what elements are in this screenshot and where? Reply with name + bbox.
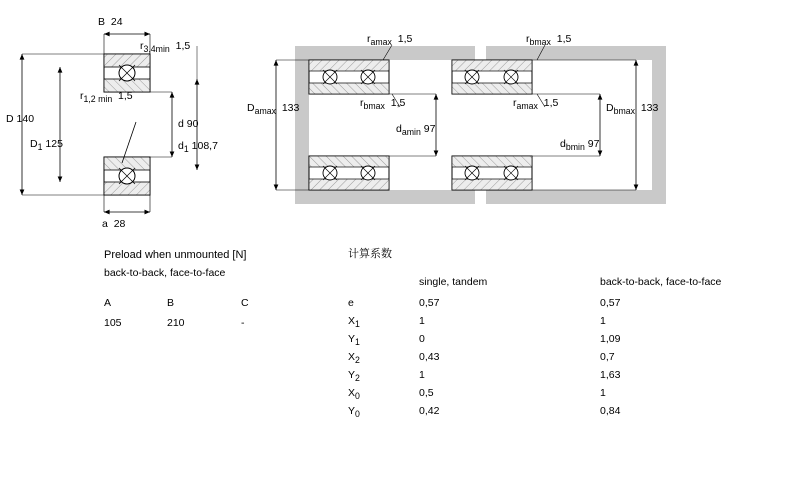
dim-label-D1: $D_1$ 125 (30, 138, 63, 153)
factors-row-c2: 0,7 (600, 351, 615, 363)
factors-row-c2: 0,84 (600, 405, 621, 417)
factors-row-c2: 1,63 (600, 369, 621, 381)
factors-row-symbol: $Y_2$ (348, 369, 360, 384)
preload-table-subtitle: back-to-back, face-to-face (104, 267, 226, 279)
dim-label-rbmax-mid: $r_{bmax}$ 1,5 (360, 97, 406, 112)
preload-value-A: 105 (104, 317, 122, 329)
factors-table-title: 计算系数 (348, 247, 392, 260)
preload-table-title: Preload when unmounted [N] (104, 249, 247, 261)
factors-col2-header: back-to-back, face-to-face (600, 276, 722, 288)
factors-row-c1: 0,5 (419, 387, 434, 399)
factors-row-c1: 0 (419, 333, 425, 345)
preload-value-C: - (241, 317, 245, 329)
factors-row-c1: 1 (419, 369, 425, 381)
dim-label-d1: $d_1$ 108,7 (178, 140, 218, 155)
dim-label-r12min: $r_{1,2 min}$ 1,5 (80, 90, 133, 105)
dim-label-Damax: $D_{amax}$ 133 (247, 102, 300, 117)
dim-label-ramax-mid: $r_{amax}$ 1,5 (513, 97, 559, 112)
dim-label-D: D 140 (6, 113, 35, 125)
factors-row-c1: 1 (419, 315, 425, 327)
preload-value-B: 210 (167, 317, 185, 329)
dim-label-damin: $d_{amin}$ 97 (396, 123, 436, 138)
factors-row-c2: 1,09 (600, 333, 621, 345)
factors-row-symbol: $X_1$ (348, 315, 360, 330)
factors-row-symbol: e (348, 297, 354, 309)
right-mounting-arrangement (276, 45, 666, 204)
factors-row-c1: 0,57 (419, 297, 440, 309)
dim-label-d: d 90 (178, 118, 199, 130)
factors-row-symbol: $X_2$ (348, 351, 360, 366)
factors-row-symbol: $X_0$ (348, 387, 360, 402)
dim-label-B: B 24 (98, 16, 123, 28)
factors-row-symbol: $Y_0$ (348, 405, 360, 420)
factors-row-symbol: $Y_1$ (348, 333, 360, 348)
preload-header-C: C (241, 297, 249, 309)
factors-row-c2: 1 (600, 387, 606, 399)
factors-col1-header: single, tandem (419, 276, 488, 288)
factors-row-c2: 1 (600, 315, 606, 327)
factors-row-c1: 0,42 (419, 405, 440, 417)
dim-label-a: a 28 (102, 218, 126, 230)
factors-row-c1: 0,43 (419, 351, 440, 363)
dim-label-rbmax-top-right: $r_{bmax}$ 1,5 (526, 33, 572, 48)
dim-label-Dbmax: $D_{bmax}$ 133 (606, 102, 659, 117)
preload-header-B: B (167, 297, 175, 309)
dim-label-r34min: $r_{3,4min}$ 1,5 (140, 40, 191, 55)
left-bearing-cross-section (22, 34, 197, 212)
factors-row-c2: 0,57 (600, 297, 621, 309)
preload-header-A: A (104, 297, 112, 309)
dim-label-ramax-top-left: $r_{amax}$ 1,5 (367, 33, 413, 48)
dim-label-dbmin: $d_{bmin}$ 97 (560, 138, 600, 153)
